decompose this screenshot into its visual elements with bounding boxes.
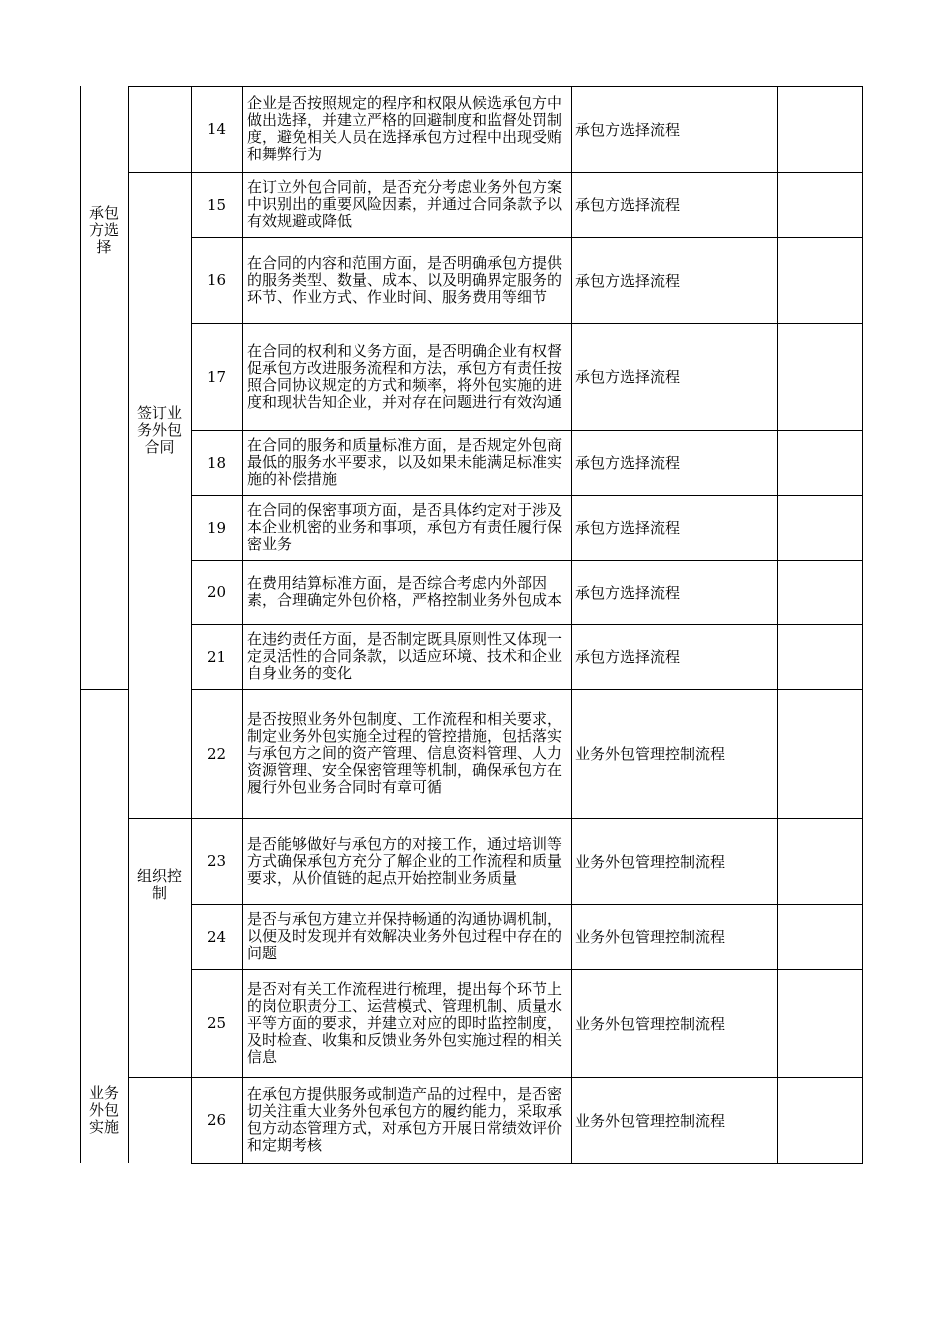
row-description: 在费用结算标准方面，是否综合考虑内外部因素，合理确定外包价格，严格控制业务外包成本 [247, 574, 563, 609]
row-process: 业务外包管理控制流程 [575, 928, 726, 946]
row-process: 承包方选择流程 [575, 368, 681, 386]
row-note [778, 237, 862, 323]
row-description: 在合同的保密事项方面，是否具体约定对于涉及本企业机密的业务和事项，承包方有责任履行保密业务 [247, 501, 563, 553]
row-note [778, 495, 862, 560]
row-process: 承包方选择流程 [575, 271, 681, 290]
row-number: 25 [206, 1014, 227, 1032]
grid-vline [862, 86, 863, 1164]
row-number: 23 [206, 852, 227, 870]
row-description: 在违约责任方面，是否制定既具原则性又体现一定灵活性的合同条款，以适应环境、技术和企业自身业务的变化 [247, 630, 563, 682]
row-note [778, 689, 862, 818]
row-note [778, 624, 862, 689]
row-note [778, 1077, 862, 1163]
row-number: 15 [206, 195, 227, 214]
row-process: 承包方选择流程 [575, 120, 681, 139]
row-process: 承包方选择流程 [575, 454, 681, 472]
grid-hline [128, 818, 191, 819]
row-description: 在合同的服务和质量标准方面，是否规定外包商最低的服务水平要求，以及如果未能满足标准实施的补偿措施 [247, 436, 563, 488]
row-process: 承包方选择流程 [575, 519, 681, 537]
row-description: 在合同的内容和范围方面，是否明确承包方提供的服务类型、数量、成本、以及明确界定服务的环节、作业方式、作业时间、服务费用等细节 [247, 253, 563, 306]
row-process: 业务外包管理控制流程 [575, 852, 726, 871]
row-note [778, 430, 862, 495]
row-number: 26 [206, 1111, 227, 1129]
row-number: 18 [206, 453, 227, 472]
row-number: 20 [206, 583, 227, 601]
row-process: 业务外包管理控制流程 [575, 1111, 726, 1130]
row-note [778, 560, 862, 624]
row-number: 22 [206, 744, 227, 763]
row-number: 16 [206, 271, 227, 289]
row-process: 承包方选择流程 [575, 583, 681, 602]
grid-vline [80, 86, 81, 1163]
grid-hline [128, 172, 191, 173]
row-process: 业务外包管理控制流程 [575, 1014, 726, 1033]
subgroup-label [130, 1077, 189, 1163]
row-description: 企业是否按照规定的程序和权限从候选承包方中做出选择，并建立严格的回避制度和监督处罚制度，避免相关人员在选择承包方过程中出现受贿和舞弊行为 [247, 94, 563, 163]
grid-vline [128, 86, 129, 1163]
row-number: 19 [206, 518, 227, 537]
row-process: 承包方选择流程 [575, 196, 681, 214]
grid-hline [80, 689, 128, 690]
row-note [778, 818, 862, 904]
group-label: 业务外包实施 [88, 1083, 119, 1136]
row-number: 21 [206, 647, 227, 666]
row-process: 业务外包管理控制流程 [575, 745, 726, 763]
row-note [778, 904, 862, 969]
group-label: 承包方选择 [88, 203, 119, 256]
row-description: 是否按照业务外包制度、工作流程和相关要求，制定业务外包实施全过程的管控措施，包括落实与承包方之间的资产管理、信息资料管理、人力资源管理、安全保密管理等机制，确保承包方在履行外包业务合同时有章可循 [247, 710, 563, 796]
row-note [778, 172, 862, 237]
subgroup-label: 签订业务外包合同 [136, 403, 182, 456]
row-number: 24 [206, 927, 227, 946]
row-description: 是否与承包方建立并保持畅通的沟通协调机制，以便及时发现并有效解决业务外包过程中存在的问题 [247, 910, 563, 962]
row-note [778, 969, 862, 1077]
subgroup-label [130, 86, 189, 172]
row-number: 14 [206, 120, 227, 138]
grid-hline [191, 1163, 863, 1164]
row-process: 承包方选择流程 [575, 648, 681, 666]
row-description: 在合同的权利和义务方面，是否明确企业有权督促承包方改进服务流程和方法，承包方有责任按照合同协议规定的方式和频率，将外包实施的进度和现状告知企业，并对存在问题进行有效沟通 [247, 341, 563, 411]
row-description: 在订立外包合同前，是否充分考虑业务外包方案中识别出的重要风险因素，并通过合同条款予以有效规避或降低 [247, 178, 563, 230]
row-description: 是否对有关工作流程进行梳理，提出每个环节上的岗位职责分工、运营模式、管理机制、质量水平等方面的要求，并建立对应的即时监控制度，及时检查、收集和反馈业务外包实施过程的相关信息 [247, 979, 563, 1066]
row-number: 17 [206, 367, 227, 386]
row-description: 在承包方提供服务或制造产品的过程中，是否密切关注重大业务外包承包方的履约能力，采取承包方动态管理方式，对承包方开展日常绩效评价和定期考核 [247, 1085, 563, 1154]
row-note [778, 86, 862, 172]
subgroup-label: 组织控制 [136, 867, 182, 902]
row-note [778, 323, 862, 430]
row-description: 是否能够做好与承包方的对接工作，通过培训等方式确保承包方充分了解企业的工作流程和质量要求，从价值链的起点开始控制业务质量 [247, 834, 563, 887]
